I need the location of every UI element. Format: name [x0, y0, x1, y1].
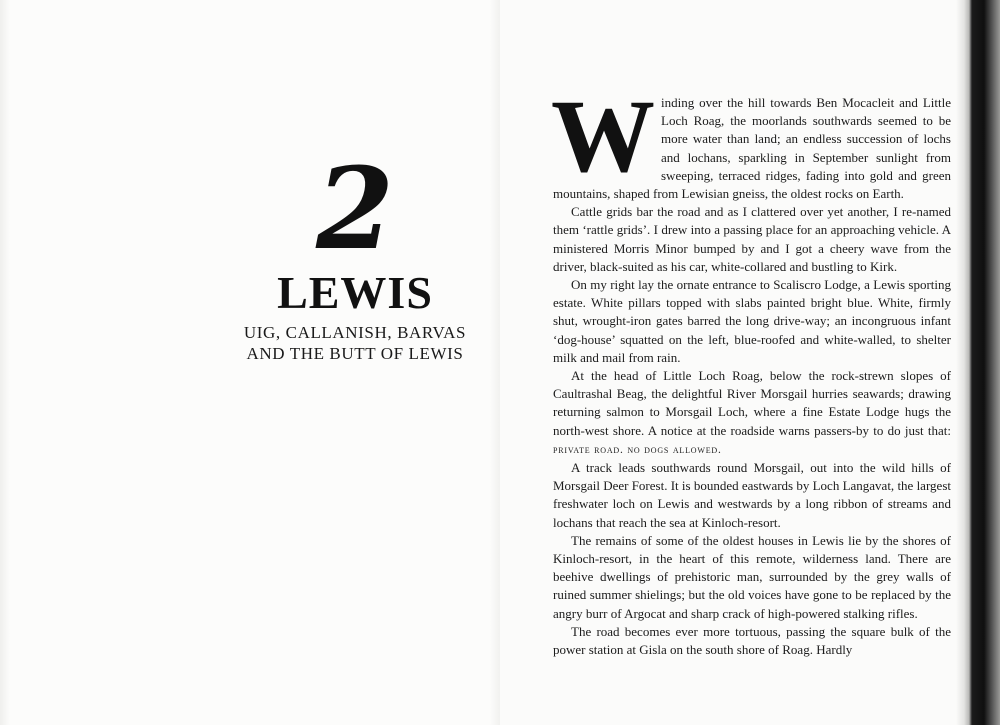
paragraph-4 — [553, 367, 951, 459]
chapter-subtitle-line-1: UIG, CALLANISH, BARVAS — [243, 323, 467, 342]
right-page-edge-shadow — [956, 0, 1000, 725]
chapter-number: 2 — [316, 144, 394, 275]
chapter-subtitle — [240, 322, 470, 364]
drop-cap: W — [551, 79, 655, 194]
paragraph-2: Cattle grids bar the road and as I clattered over yet another, I re-named them ‘rattle grids’. I drew into a passing place for an approaching vehicle. A ministered Morris Minor bumped by and I got a cheery wave from the driver, black-suited as his car, white-collared and bustling to Kirk. — [553, 204, 951, 274]
chapter-title: LEWIS — [277, 267, 433, 318]
roadside-notice: private road. no dogs allowed. — [553, 443, 722, 456]
chapter-subtitle-line-2: AND THE BUTT OF LEWIS — [246, 344, 464, 363]
paragraph-4-text: At the head of Little Loch Roag, below the rock-strewn slopes of Caultrashal Beag, the delightful River Morsgail hurries seawards; drawing returning salmon to Morsgail Loch, where a fine Estate Lodge hugs the north-west shore. A notice at the roadside warns passers-by to do just that: — [553, 368, 951, 438]
paragraph-1-text: inding over the hill towards Ben Mocacleit and Little Loch Roag, the moorlands southwards seemed to be more water than land; an endless succession of lochs and lochans, sparkling in September sunlight from sweeping, terraced ridges, fading into gold and green mountains, shaped from Lewisian gneiss, the oldest rocks on Earth. — [553, 95, 951, 202]
chapter-body-text — [551, 79, 951, 659]
paragraph-5: A track leads southwards round Morsgail, out into the wild hills of Morsgail Deer Forest. It is bounded eastwards by Loch Langavat, the largest freshwater loch on Lewis and westwards by a long ribbon of streams and lochans that reach the sea at Kinloch-resort. — [553, 460, 951, 530]
paragraph-6: The remains of some of the oldest houses in Lewis lie by the shores of Kinloch-resort, in the heart of this remote, wilderness land. There are beehive dwellings of prehistoric man, surrounded by the grey walls of ruined summer shielings; but the old voices have gone to be replaced by the angry burr of Argocat and sharp crack of high-powered stalking rifles. — [553, 532, 951, 621]
left-page-edge-shadow — [0, 0, 10, 725]
paragraph-1 — [551, 79, 951, 203]
paragraph-7: The road becomes ever more tortuous, passing the square bulk of the power station at Gisla on the south shore of Roag. Hardly — [553, 623, 951, 658]
paragraph-3: On my right lay the ornate entrance to Scaliscro Lodge, a Lewis sporting estate. White pillars topped with slabs painted bright blue. White, firmly shut, wrought-iron gates barred the long drive-way; an incongruous infant ‘dog-house’ squatted on the left, blue-roofed and white-walled, to shelter milk and mail from rain. — [553, 277, 951, 365]
